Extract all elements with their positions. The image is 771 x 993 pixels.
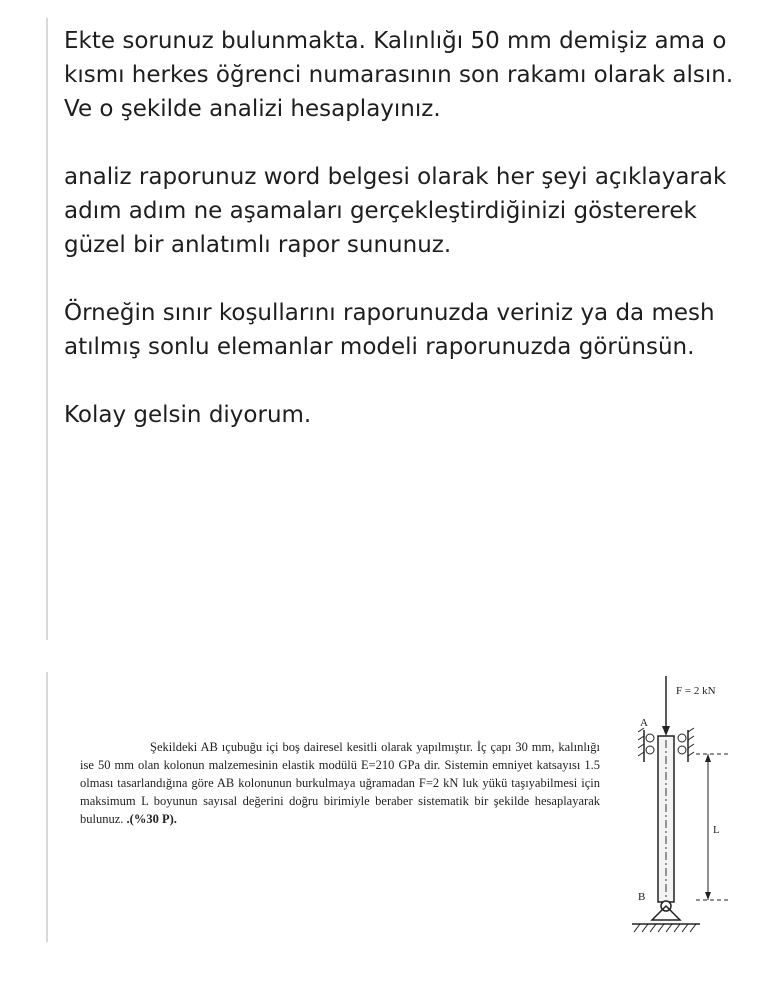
column-figure: [600, 670, 750, 940]
length-dimension: [696, 754, 728, 900]
message-paragraph-2: analiz raporunuz word belgesi olarak her şeyi açıklayarak adım adım ne aşamaları gerçekleştirdiğinizi göstererek güzel bir anlatımlı rapor sununuz.: [64, 164, 727, 258]
message-paragraph-4: Kolay gelsin diyorum.: [64, 402, 312, 428]
point-a-label: A: [640, 717, 648, 729]
problem-text: Şekildeki AB ıçubuğu içi boş dairesel kesitli olarak yapılmıştır. İç çapı 30 mm, kalınlığı ise 50 mm olan kolonun malzemesinin elastik modülü E=210 GPa dir. Sistemin emniyet katsayısı 1.5 olması tasarlandığına göre AB kolonunun burkulmaya uğramadan F=2 kN luk yükü taşıyabilmesi için maksimum L boyunun sayısal değerini doğru birimiyle beraber sistematik bir şekilde hesaplayarak bulunuz.: [80, 740, 600, 826]
quote-bar-top: [46, 18, 48, 640]
message-paragraph-1: Ekte sorunuz bulunmakta. Kalınlığı 50 mm demişiz ama o kısmı herkes öğrenci numarasının son rakamı olarak alsın. Ve o şekilde analizi hesaplayınız.: [64, 28, 734, 122]
problem-statement: [80, 738, 600, 828]
message-paragraph-3: Örneğin sınır koşullarını raporunuzda veriniz ya da mesh atılmış sonlu elemanlar modeli raporunuzda görünsün.: [64, 300, 715, 360]
column-ab: [658, 736, 674, 902]
force-arrow: [662, 676, 670, 736]
problem-points: .(%30 P).: [126, 812, 177, 826]
bottom-pin-support: [632, 901, 700, 932]
length-label: L: [713, 824, 720, 836]
quote-bar-bottom: [46, 672, 48, 942]
point-b-label: B: [638, 891, 646, 903]
message-body: [64, 24, 754, 432]
force-label: F = 2 kN: [676, 685, 716, 697]
